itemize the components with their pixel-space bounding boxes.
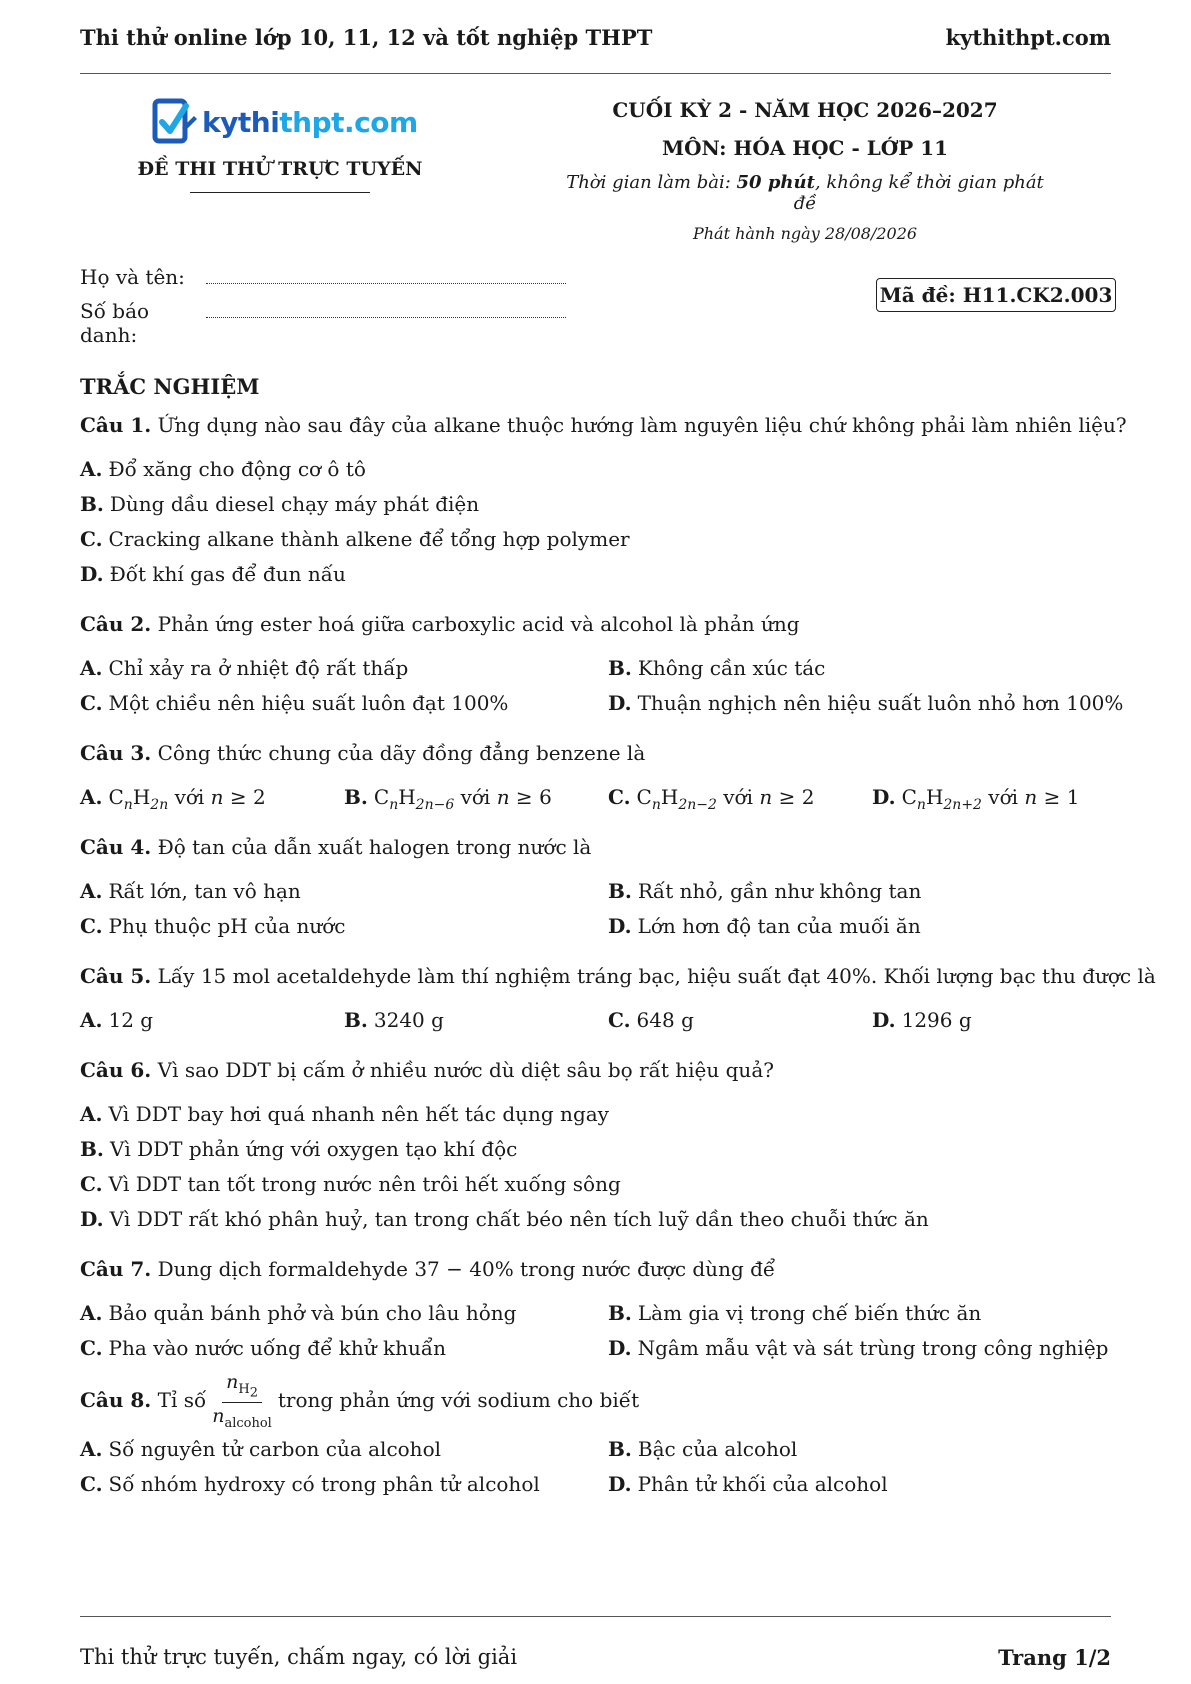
option-key: C. [80,914,103,938]
option-b[interactable] [608,651,1123,686]
formula-h: H [132,785,151,809]
option-text: Vì DDT tan tốt trong nước nên trôi hết xuống sông [108,1172,621,1196]
option-key: B. [80,1137,104,1161]
option-key: A. [80,879,103,903]
option-key: A. [80,785,103,809]
option-key: D. [80,562,104,586]
option-key: A. [80,1102,103,1126]
option-key: D. [872,785,896,809]
section-title: TRẮC NGHIỆM [80,374,260,399]
question-label: Câu 3. [80,741,152,765]
exam-kind-underline [190,192,370,193]
question-stem [80,607,1111,641]
formula-sub-h: 2n−2 [678,797,717,813]
formula-ge: ≥ [1037,785,1067,809]
option-text: Vì DDT rất khó phân huỷ, tan trong chất béo nên tích luỹ dần theo chuỗi thức ăn [109,1207,929,1231]
option-b[interactable] [344,780,608,815]
formula-with: với [454,785,497,809]
header-site-link[interactable]: kythithpt.com [945,24,1111,50]
option-text: Bảo quản bánh phở và bún cho lâu hỏng [108,1301,517,1325]
question-text: Công thức chung của dãy đồng đẳng benzene là [157,741,646,765]
option-text: Dùng dầu diesel chạy máy phát điện [109,492,480,516]
option-key: D. [872,1008,896,1032]
question-text-pre: Tỉ số [157,1388,207,1412]
options-list [80,651,1124,721]
option-text: Vì DDT phản ứng với oxygen tạo khí độc [109,1137,518,1161]
options-list [80,1003,1111,1038]
option-key: C. [80,1472,103,1496]
option-key: D. [608,1336,632,1360]
running-footer [80,1642,1111,1672]
option-text: Số nhóm hydroxy có trong phân tử alcohol [108,1472,540,1496]
question-text: Vì sao DDT bị cấm ở nhiều nước dù diệt sâu bọ rất hiệu quả? [157,1058,774,1082]
question-stem [80,830,1111,864]
page-number: Trang 1/2 [998,1644,1111,1670]
option-key: A. [80,1008,103,1032]
site-logo [152,98,430,146]
duration-value: 50 phút [736,172,815,193]
option-text: Pha vào nước uống để khử khuẩn [108,1336,447,1360]
option-key: D. [608,691,632,715]
question-1 [80,408,1127,592]
option-a[interactable] [80,874,608,909]
formula-sub-h: 2n [150,797,169,813]
option-c[interactable] [608,780,872,815]
option-c[interactable] [80,909,608,944]
option-key: C. [80,1172,103,1196]
option-text: Lớn hơn độ tan của muối ăn [637,914,921,938]
question-2 [80,607,1124,721]
question-text: Phản ứng ester hoá giữa carboxylic acid và alcohol là phản ứng [157,612,800,636]
question-text: Ứng dụng nào sau đây của alkane thuộc hướng làm nguyên liệu chứ không phải làm nhiên liệu? [157,413,1127,437]
formula-cond: 6 [539,785,552,809]
formula-var: n [210,785,224,809]
formula-sub-h: 2n+2 [943,797,982,813]
exam-code-box: Mã đề: H11.CK2.003 [876,278,1116,312]
question-label: Câu 1. [80,413,152,437]
question-stem [80,1370,1111,1432]
formula-cond: 1 [1066,785,1080,809]
mole-ratio-fraction [212,1370,272,1432]
options-list [80,780,1111,815]
formula-var: n [1024,785,1038,809]
logo-text-part-2: thpt.com [279,105,418,139]
option-key: C. [80,691,103,715]
option-text: 1296 g [901,1008,972,1032]
question-text: Dung dịch formaldehyde 37 − 40% trong nước được dùng để [157,1257,776,1281]
student-id-row [80,299,566,347]
formula-ge: ≥ [772,785,802,809]
student-id-label: Số báo danh: [80,299,150,347]
footer-left-text: Thi thử trực tuyến, chấm ngay, có lời giải [80,1645,518,1669]
options-list [80,874,1111,944]
logo-block [130,98,430,193]
formula-sub-n: n [389,797,399,813]
option-text: Bậc của alcohol [637,1437,798,1461]
question-stem [80,959,1156,993]
option-b[interactable] [80,1132,1111,1167]
option-d[interactable] [872,780,1111,815]
formula-cond: 2 [253,785,266,809]
option-c[interactable] [80,686,608,721]
numerator-sub-h: H [238,1381,250,1397]
option-text: 3240 g [373,1008,444,1032]
option-text: Phụ thuộc pH của nước [108,914,346,938]
question-label: Câu 5. [80,964,152,988]
formula-sub-n: n [123,797,133,813]
option-b[interactable] [608,1296,1111,1331]
formula-c: C [901,785,917,809]
formula-var: n [496,785,510,809]
numerator-sub-2: 2 [249,1385,258,1401]
question-5 [80,959,1156,1038]
question-stem [80,1053,1111,1087]
student-id-field[interactable] [206,305,566,318]
formula-with: với [981,785,1025,809]
question-stem [80,736,1111,770]
formula-ge: ≥ [509,785,540,809]
option-key: B. [608,656,632,680]
question-label: Câu 7. [80,1257,152,1281]
option-a[interactable] [80,1432,608,1467]
option-a[interactable] [80,1097,1111,1132]
options-list [80,452,1111,592]
exam-subject: MÔN: HÓA HỌC - LỚP 11 [661,136,949,160]
option-a[interactable] [80,1296,608,1331]
option-key: D. [80,1207,104,1231]
option-d[interactable] [608,1467,1111,1502]
option-b[interactable] [608,1432,1111,1467]
option-c[interactable] [608,1003,872,1038]
option-text: Làm gia vị trong chế biến thức ăn [637,1301,982,1325]
option-b[interactable] [608,874,1111,909]
option-text: Chỉ xảy ra ở nhiệt độ rất thấp [108,656,409,680]
option-key: C. [608,1008,631,1032]
question-label: Câu 8. [80,1388,152,1412]
option-d[interactable] [872,1003,1111,1038]
question-label: Câu 6. [80,1058,152,1082]
fraction-denominator [212,1403,272,1430]
fraction-numerator [222,1370,262,1403]
logo-text-part-1: kythi [202,105,280,139]
option-key: D. [608,1472,632,1496]
formula-ge: ≥ [223,785,254,809]
option-d[interactable] [608,1331,1111,1366]
option-key: B. [608,879,632,903]
question-3 [80,736,1111,815]
header-rule [80,73,1111,74]
formula-cond: 2 [801,785,815,809]
option-text: Rất lớn, tan vô hạn [108,879,301,903]
option-key: A. [80,656,103,680]
question-8 [80,1372,1111,1502]
option-key: C. [80,1336,103,1360]
options-list [80,1296,1111,1366]
option-d[interactable] [608,686,1123,721]
option-c[interactable] [80,1331,608,1366]
option-key: D. [608,914,632,938]
question-label: Câu 2. [80,612,152,636]
formula-h: H [925,785,944,809]
option-text: Rất nhỏ, gần như không tan [637,879,922,903]
option-text: Phân tử khối của alcohol [637,1472,888,1496]
student-name-label: Họ và tên: [80,265,185,289]
duration-suffix: , không kể thời gian phát đề [793,172,1044,214]
option-text: Đổ xăng cho động cơ ô tô [108,457,366,481]
option-key: B. [344,1008,368,1032]
numerator-var: n [226,1370,239,1393]
option-text: Thuận nghịch nên hiệu suất luôn nhỏ hơn 100% [637,691,1124,715]
option-text: 648 g [636,1008,694,1032]
numerator-sub [238,1381,258,1401]
option-text: Không cần xúc tác [637,656,826,680]
formula-c: C [373,785,390,809]
formula-sub-n: n [916,797,926,813]
option-text: Vì DDT bay hơi quá nhanh nên hết tác dụng ngay [108,1102,609,1126]
pen-checkmark-logo-icon [152,98,198,146]
option-b[interactable] [80,487,1111,522]
option-text: Cracking alkane thành alkene để tổng hợp polymer [108,527,630,551]
student-name-field[interactable] [206,271,566,284]
formula-var: n [759,785,773,809]
option-text: Đốt khí gas để đun nấu [109,562,346,586]
option-key: A. [80,457,103,481]
option-key: B. [344,785,368,809]
option-a[interactable] [80,452,1111,487]
formula-c: C [108,785,124,809]
question-label: Câu 4. [80,835,152,859]
running-header [80,22,1111,52]
formula-h: H [398,785,416,809]
option-b[interactable] [344,1003,608,1038]
formula-h: H [660,785,679,809]
option-key: C. [608,785,631,809]
option-text: Số nguyên tử carbon của alcohol [108,1437,442,1461]
option-d[interactable] [80,557,1111,592]
question-7 [80,1252,1111,1366]
question-4 [80,830,1111,944]
option-d[interactable] [608,909,1111,944]
footer-rule [80,1616,1111,1617]
option-a[interactable] [80,1003,344,1038]
question-6 [80,1053,1111,1237]
options-list [80,1097,1111,1237]
option-text: Một chiều nên hiệu suất luôn đạt 100% [108,691,509,715]
formula-with: với [716,785,760,809]
exam-duration [560,172,1050,214]
header-left-text: Thi thử online lớp 10, 11, 12 và tốt nghiệp THPT [80,24,653,50]
option-key: A. [80,1437,103,1461]
option-key: A. [80,1301,103,1325]
option-key: B. [80,492,104,516]
issue-date: Phát hành ngày 28/08/2026 [692,224,918,243]
options-list [80,1432,1111,1502]
option-key: C. [80,527,103,551]
denominator-sub: alcohol [224,1416,272,1432]
question-text: Độ tan của dẫn xuất halogen trong nước là [157,835,592,859]
question-stem [80,408,1127,442]
question-stem [80,1252,1111,1286]
exam-title-block [560,98,1050,243]
option-text: Ngâm mẫu vật và sát trùng trong công nghiệp [637,1336,1109,1360]
formula-sub-h: 2n−6 [415,797,455,813]
question-text: Lấy 15 mol acetaldehyde làm thí nghiệm tráng bạc, hiệu suất đạt 40%. Khối lượng bạc thu được là [157,964,1156,988]
exam-kind: ĐỀ THI THỬ TRỰC TUYẾN [137,158,423,180]
student-name-row [80,265,566,299]
option-c[interactable] [80,522,1111,557]
logo-wordmark [202,106,418,139]
formula-sub-n: n [651,797,661,813]
option-d[interactable] [80,1202,1111,1237]
question-text-post: trong phản ứng với sodium cho biết [277,1388,640,1412]
option-key: B. [608,1437,632,1461]
option-c[interactable] [80,1467,608,1502]
duration-prefix: Thời gian làm bài: [566,172,737,193]
formula-c: C [636,785,652,809]
option-a[interactable] [80,780,344,815]
denominator-var: n [212,1405,225,1428]
option-c[interactable] [80,1167,1111,1202]
option-key: B. [608,1301,632,1325]
option-a[interactable] [80,651,608,686]
student-info [80,265,566,347]
formula-with: với [168,785,211,809]
exam-term: CUỐI KỲ 2 - NĂM HỌC 2026–2027 [612,98,998,122]
option-text: 12 g [108,1008,154,1032]
